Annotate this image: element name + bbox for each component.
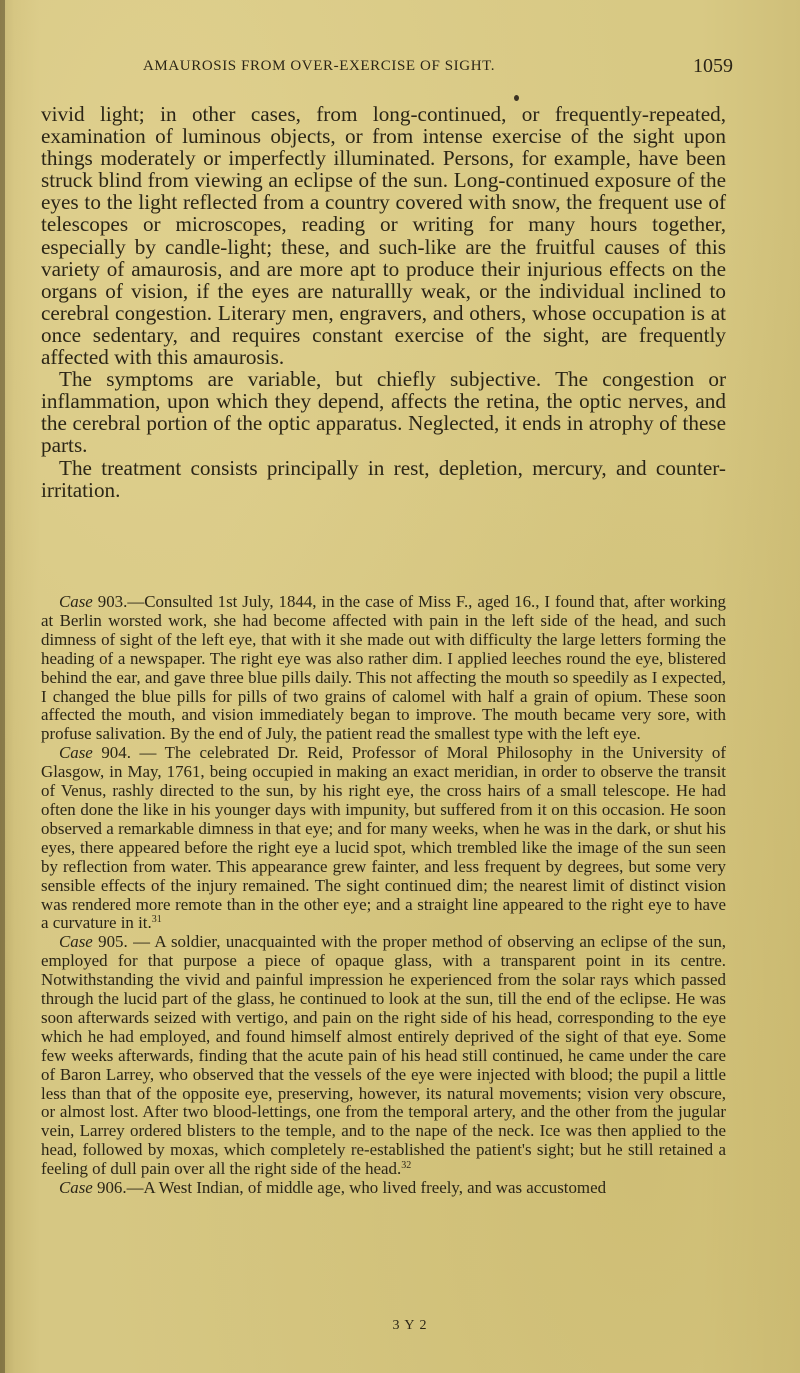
ink-speck xyxy=(514,95,519,101)
running-title: AMAUROSIS FROM OVER-EXERCISE OF SIGHT. xyxy=(143,58,496,74)
case-903 xyxy=(41,593,726,744)
case-number: 905. xyxy=(98,932,128,952)
footnote-ref: 32 xyxy=(401,1160,412,1172)
case-text: —Consulted 1st July, 1844, in the case of Miss F., aged 16., I found that, after working at Berlin worsted work, she had become affected with pain in the left side of the head, and such dimness of sight of the left eye, that with it she made out with difficulty the large letters forming the heading of a newspaper. The right eye was also rather dim. I applied leeches round the eye, blistered behind the ear, and gave three blue pills daily. This not affecting the mouth so speedily as I expected, I changed the blue pills for pills of two grains of calomel with half a grain of opium. These soon affected the mouth, and vision immediately began to improve. The mouth became very sore, with profuse salivation. By the end of July, the patient read the smallest type with the left eye. xyxy=(41,592,726,744)
signature-text: 3 Y 2 xyxy=(392,1318,428,1333)
running-head xyxy=(40,55,733,82)
page-edge-shadow xyxy=(0,0,5,1373)
paragraph-causes: vivid light; in other cases, from long-continued, or frequently-repeated, examination of luminous objects, or from intense exercise of the sight upon things moderately or imperfectly illuminated. Persons, for example, have been struck blind from viewing an eclipse of the sun. Long-continued exposure of the eyes to the light reflected from a country covered with snow, the frequent use of telescopes or microscopes, reading or writing for many hours together, especially by candle-light; these, and such-like are the fruitful causes of this variety of amaurosis, and are more apt to produce their injurious effects on the organs of vision, if the eyes are naturallly weak, or the individual inclined to cerebral congestion. Literary men, engravers, and others, whose occupation is at once sedentary, and requires constant exercise of the sight, are frequently affected with this amaurosis. xyxy=(41,102,726,370)
case-label: Case xyxy=(59,1178,93,1198)
case-text: —A West Indian, of middle age, who lived freely, and was accustomed xyxy=(126,1178,607,1198)
case-label: Case xyxy=(59,592,93,611)
case-label: Case xyxy=(59,932,93,952)
footnote-ref: 31 xyxy=(151,914,162,926)
case-text: — A soldier, unacquainted with the proper method of observing an eclipse of the sun, employed for that purpose a piece of opaque glass, with a transparent point in its centre. Notwithstanding the vivid and painful impression he experienced from the solar rays which passed through the lucid part of the glass, he continued to look at the sun, till the end of the eclipse. He was soon afterwards seized with vertigo, and pain on the right side of his head, corresponding to the eye which he had employed, and found himself almost entirely deprived of the sight of that eye. Some few weeks afterwards, finding that the acute pain of his head still continued, he came under the care of Baron Larrey, who observed that the vessels of the eye were injected with blood; the pupil a little less than that of the opposite eye, preserving, however, its natural movements; vision very obscure, or almost lost. After two blood-lettings, one from the temporal artery, and the other from the jugular vein, Larrey ordered blisters to the temple, and to the nape of the neck. Ice was then applied to the head, followed by moxas, which completely re-established the patient's sight; but he still retained a feeling of dull pain over all the right side of the head. xyxy=(41,932,726,1179)
case-reports xyxy=(41,593,726,1198)
case-number: 903. xyxy=(97,592,128,611)
page-number: 1059 xyxy=(693,55,733,77)
case-905 xyxy=(41,933,726,1179)
case-906 xyxy=(41,1179,726,1198)
case-904 xyxy=(41,744,726,933)
paragraph-treatment: The treatment consists principally in rest, depletion, mercury, and counter-irritation. xyxy=(41,455,726,502)
main-text xyxy=(41,103,726,501)
case-number: 904. xyxy=(101,743,131,763)
paragraph-symptoms: The symptoms are variable, but chiefly subjective. The congestion or inflammation, upon which they depend, affects the retina, the optic nerves, and the cerebral portion of the optic apparatus. Neglected, it ends in atrophy of these parts. xyxy=(41,367,726,458)
case-label: Case xyxy=(59,743,93,763)
signature-mark xyxy=(0,1318,800,1334)
case-text: — The celebrated Dr. Reid, Professor of Moral Philosophy in the University of Glasgow, in May, 1761, being occupied in making an exact meridian, in order to observe the transit of Venus, rashly directed to the sun, by his right eye, the cross hairs of a small telescope. He had often done the like in his younger days with impunity, but suffered from it on this occasion. He soon observed a remarkable dimness in that eye; and for many weeks, when he was in the dark, or shut his eyes, there appeared before the right eye a lucid spot, which trembled like the image of the sun seen by reflection from water. This appearance grew fainter, and less frequent by degrees, but some very sensible effects of the injury remained. The sight continued dim; the nearest limit of distinct vision was rendered more remote than in the other eye; and a straight line appeared to the right eye to have a curvature in it. xyxy=(41,743,726,933)
case-number: 906. xyxy=(97,1178,127,1198)
